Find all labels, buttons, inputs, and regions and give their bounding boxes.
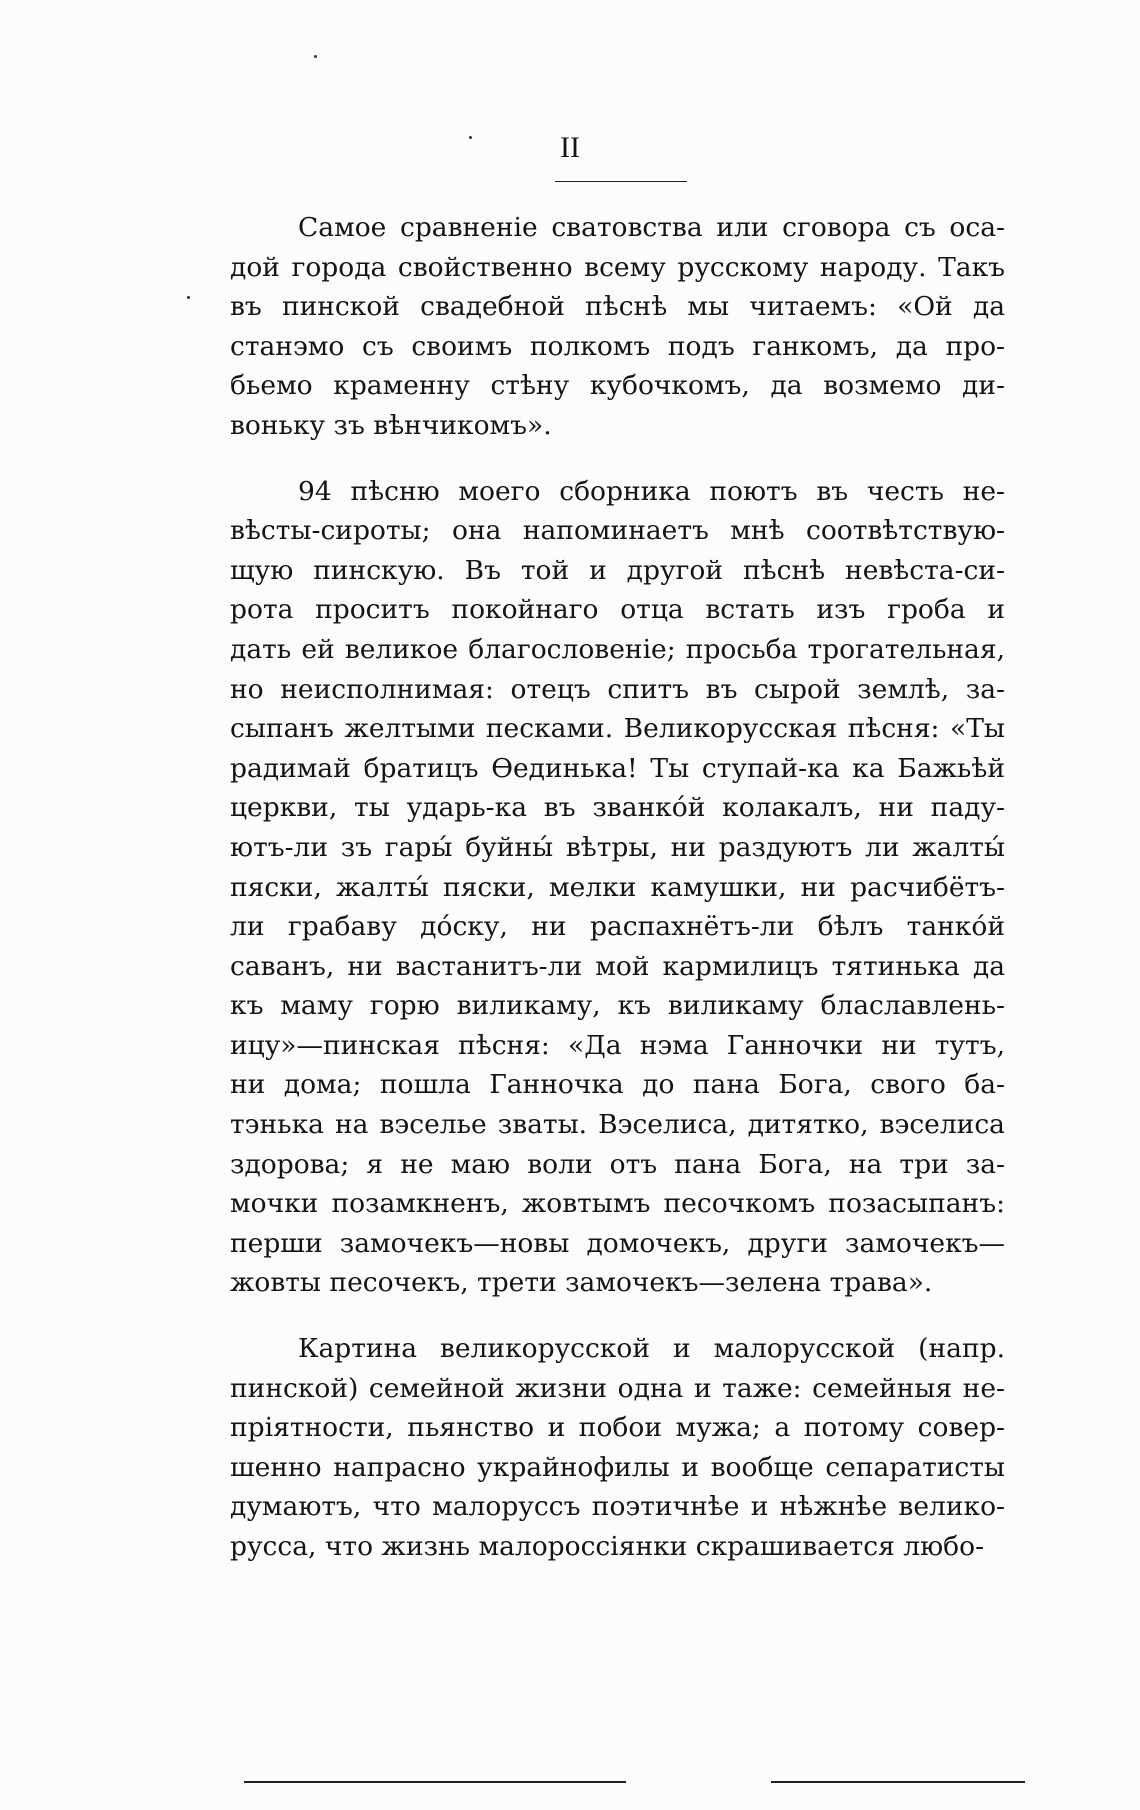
text-line: но неисполнимая: отецъ спитъ въ сырой землѣ, за-: [230, 673, 1005, 705]
footer-rule-left: [244, 1781, 626, 1783]
text-line: ни дома; пошла Ганночка до пана Бога, свого ба-: [230, 1069, 1005, 1101]
text-line: ютъ-ли зъ гары́ буйны́ вѣтры, ни раздуютъ ли жалты́: [230, 831, 1005, 863]
text-line: шенно напрасно украйнофилы и вообще сепаратисты: [230, 1451, 1005, 1483]
print-speck: [314, 55, 317, 58]
text-line: радимай братицъ Ѳединька! Ты ступай-ка ка Бажьѣй: [230, 752, 1005, 784]
text-line: станэмо съ своимъ полкомъ подъ ганкомъ, да про-: [230, 330, 1005, 362]
text-line: рота проситъ покойнаго отца встать изъ гроба и: [230, 594, 1005, 626]
paragraph: [230, 472, 1005, 1303]
text-line: пинской) семейной жизни одна и таже: семейныя не-: [230, 1372, 1005, 1404]
text-line: церкви, ты ударь-ка въ званко́й колакалъ, ни паду-: [230, 792, 1005, 824]
text-line: въ пинской свадебной пѣснѣ мы читаемъ: «Ой да: [230, 291, 1005, 323]
text-line: дать ей великое благословеніе; просьба трогательная,: [230, 633, 1005, 665]
page-number: II: [560, 131, 580, 164]
text-line: пріятности, пьянство и побои мужа; а потому совер-: [230, 1412, 1005, 1444]
text-line: дой города свойственно всему русскому народу. Такъ: [230, 251, 1005, 283]
text-line: жовты песочекъ, трети замочекъ—зелена трава».: [230, 1267, 933, 1299]
body-text: [230, 208, 1005, 1567]
text-line: русса, что жизнь малороссіянки скрашивается любо-: [230, 1531, 985, 1562]
text-line: мочки позамкненъ, жовтымъ песочкомъ позасыпанъ:: [230, 1188, 1005, 1220]
text-line: тэнька на вэселье зваты. Вэселиса, дитятко, вэселиса: [230, 1109, 1005, 1141]
text-line: здорова; я не маю воли отъ пана Бога, на три за-: [230, 1148, 1005, 1180]
page-number-rule: [555, 181, 687, 182]
text-line: воньку зъ вѣнчикомъ».: [230, 409, 552, 441]
text-line: думаютъ, что малоруссъ поэтичнѣе и нѣжнѣе велико-: [230, 1491, 1005, 1523]
print-speck: [187, 296, 190, 299]
paragraph: [230, 208, 1005, 446]
text-line: перши замочекъ—новы домочекъ, други замочекъ—: [230, 1227, 1005, 1259]
text-line: къ маму горю виликаму, къ виликаму блаславлень-: [230, 990, 1005, 1022]
text-line: щую пинскую. Въ той и другой пѣснѣ невѣста-си-: [230, 554, 1005, 586]
paragraph: [230, 1329, 1005, 1567]
footer-rule-right: [771, 1781, 1025, 1783]
text-line: ли грабаву до́ску, ни распахнётъ-ли бѣлъ танко́й: [230, 911, 1005, 943]
text-line: 94 пѣсню моего сборника поютъ въ честь не-: [298, 475, 1005, 507]
text-line: саванъ, ни вастанитъ-ли мой кармилицъ тятинька да: [230, 950, 1005, 982]
text-line: сыпанъ желтыми песками. Великорусская пѣсня: «Ты: [230, 713, 1005, 745]
text-line: ицу»—пинская пѣсня: «Да нэма Ганночки ни тутъ,: [230, 1029, 1005, 1061]
text-line: Самое сравненіе сватовства или сговора съ оса-: [298, 212, 1005, 243]
text-line: Картина великорусской и малорусской (напр.: [298, 1333, 1005, 1365]
text-line: пяски, жалты́ пяски, мелки камушки, ни расчибётъ-: [230, 871, 1005, 903]
text-line: бьемо краменну стѣну кубочкомъ, да возмемо ди-: [230, 370, 1005, 402]
text-line: вѣсты-сироты; она напоминаетъ мнѣ соотвѣтствую-: [230, 515, 1005, 547]
